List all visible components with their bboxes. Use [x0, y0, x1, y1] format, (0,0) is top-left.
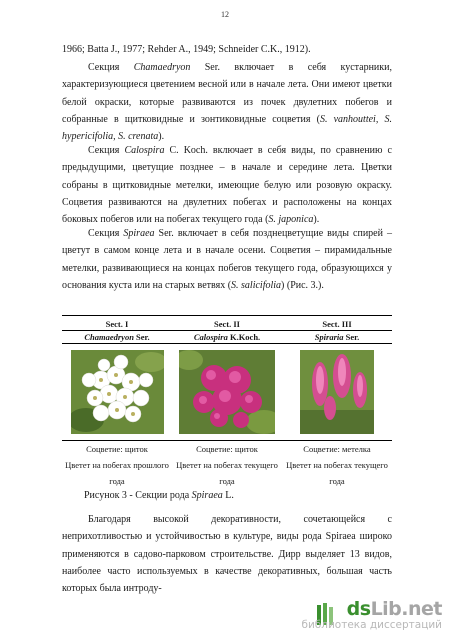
watermark-subtitle: библиотека диссертаций: [301, 619, 442, 631]
section-title: Sect. II: [172, 316, 282, 331]
inflorescence-label: Соцветие: щиток: [62, 441, 172, 458]
inflorescence-label: Соцветие: метелка: [282, 441, 392, 458]
section-genus: Spiraria: [314, 332, 344, 342]
text-run: ) (Рис. 3.).: [281, 279, 324, 291]
text-run: ).: [313, 214, 320, 226]
growth-label: Цветет на побегах текущего года: [286, 460, 388, 486]
growth-label: Цветет на побегах текущего года: [176, 460, 278, 486]
text-run: Ser. включает в себя позднецветущие виды спирей – цветут в самом конце лета и в начале осени. Соцветия – пирамидальные метелки, развивающиеся на концах побегов текущего года, образующихся у основания куста или на старых ветвях (: [62, 228, 392, 291]
photo-cell: [172, 344, 282, 441]
text-run: ).: [158, 131, 165, 143]
section-author: K.Koch.: [227, 332, 261, 342]
watermark-brand: [301, 599, 442, 619]
growth-label: Цветет на побегах прошлого года: [65, 460, 169, 486]
paragraph-spiraea: [62, 225, 392, 294]
caption-text: Рисунок 3 - Секции рода: [84, 490, 192, 501]
text-run: Секция: [88, 228, 124, 239]
species-list: S. japonica: [268, 214, 314, 226]
text-run: Секция: [88, 145, 125, 156]
white-spiraea-photo: [71, 350, 164, 434]
taxon-name: Spiraea: [123, 228, 155, 239]
taxon-name: Chamaedryon: [133, 62, 191, 73]
spiraria-spiraea-photo: [300, 350, 374, 434]
figure-caption: [84, 487, 234, 504]
species-list: S. salicifolia: [231, 279, 282, 291]
paragraph-decorative: [62, 511, 392, 597]
species-list: S. vanhouttei, S. hypericifolia, S. crenata: [62, 113, 393, 143]
section-author: Ser.: [343, 332, 360, 342]
taxon-name: Calospira: [124, 145, 165, 156]
paragraph-calospira: [62, 142, 392, 228]
inflorescence-label: Соцветие: щиток: [172, 441, 282, 458]
caption-genus: Spiraea: [191, 490, 223, 501]
pink-spiraea-photo: [179, 350, 275, 434]
section-name: [172, 331, 282, 344]
section-genus: Chamaedryon: [84, 332, 134, 342]
brand-part: Lib.net: [370, 598, 442, 620]
section-name: [282, 331, 392, 344]
section-author: Ser.: [133, 332, 150, 342]
section-genus: Calospira: [193, 332, 228, 342]
paragraph-chamaedryon: [62, 59, 392, 145]
paragraph-references: [62, 41, 392, 58]
section-title: Sect. I: [62, 316, 172, 331]
page-number: 12: [221, 10, 229, 19]
text-run: C. Koch. включает в себя виды, по сравнению с предыдущими, цветущие позднее – в начале и середине лета. Цветки собраны в щитковидные метелки, имеющие белую или розовую окраску. Соцветия развиваются на двулетних побегах и расположены на концах боковых побегов или на побегах текущего года (: [62, 145, 392, 226]
references-line: 1966; Batta J., 1977; Rehder A., 1949; Schneider C.K., 1912).: [62, 44, 311, 55]
paragraph-text: Благодаря высокой декоративности, сочетающейся с неприхотливостью и устойчивостью в культуре, виды рода Spiraea широко применяются в садово-парковом строительстве. Дирр выделяет 13 видов, наиболее часто используемых в качестве декоративных, большая часть которых была интроду-: [62, 514, 392, 595]
text-run: Секция: [88, 62, 134, 73]
figure-sections-table: [62, 315, 392, 489]
text-run: Ser. включает в себя кустарники, характеризующиеся цветением весной или в начале лета. Они имеют цветки белой окраски, которые развиваются из почек двулетних побегов и собранные в щитковидные и зонтиковидные соцветия (: [62, 62, 392, 125]
photo-cell: [282, 344, 392, 441]
photo-cell: [62, 344, 172, 441]
section-name: [62, 331, 172, 344]
caption-suffix: L.: [222, 490, 234, 501]
section-title: Sect. III: [282, 316, 392, 331]
brand-part: ds: [346, 598, 371, 620]
watermark: [301, 599, 442, 631]
